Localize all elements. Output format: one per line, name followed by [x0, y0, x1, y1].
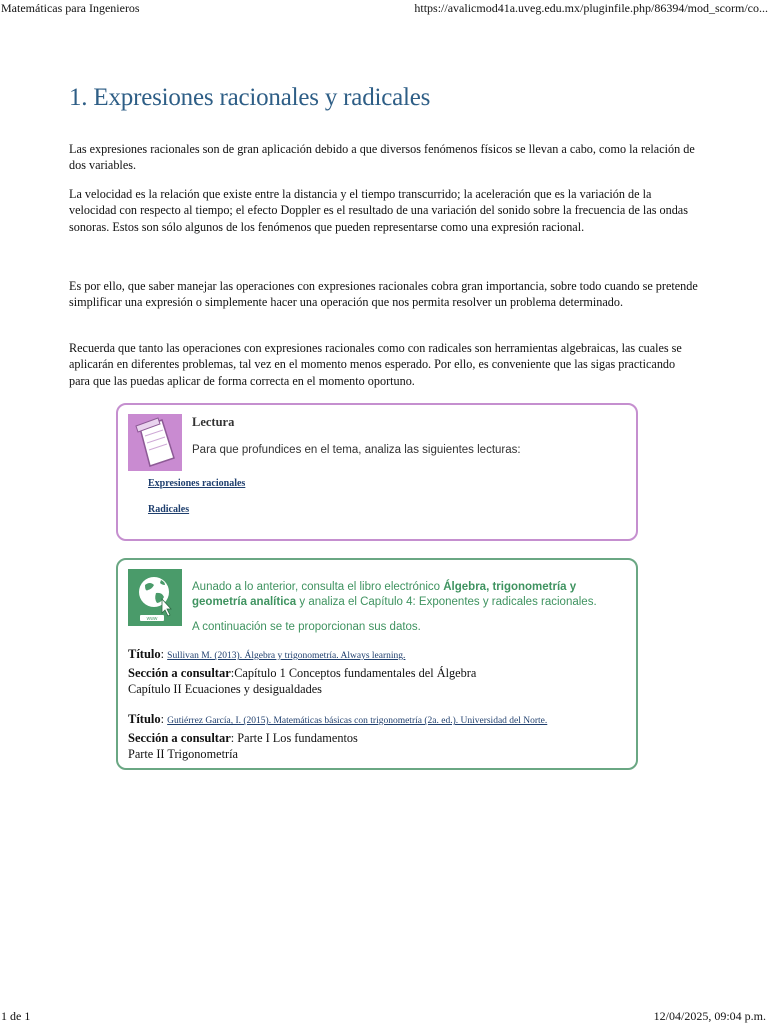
reference-section-line — [128, 730, 628, 747]
link-radicales[interactable]: Radicales — [148, 504, 190, 515]
titulo-label: Título — [128, 712, 161, 726]
paragraph-intro: Las expresiones racionales son de gran aplicación debido a que diversos fenómenos físicos se llevan a cabo, como la relación de dos variables. — [69, 142, 695, 173]
titulo-sep: : — [160, 712, 168, 726]
print-header-url: https://avalicmod41a.uveg.edu.mx/pluginfile.php/86394/mod_scorm/co... — [414, 1, 768, 15]
reference-1-link[interactable]: Sullivan M. (2013). Álgebra y trigonometría. Always learning. — [167, 651, 406, 661]
print-datetime: 12/04/2025, 09:04 p.m. — [653, 1009, 766, 1023]
seccion-label: Sección a consultar — [128, 730, 231, 745]
page-title: 1. Expresiones racionales y radicales — [69, 84, 431, 111]
libro-intro — [192, 580, 632, 610]
paper-note-icon — [128, 414, 182, 471]
lectura-intro: Para que profundices en el tema, analiza las siguientes lecturas: — [192, 444, 521, 456]
libro-title: Álgebra, trigonometría y geometría analítica — [192, 581, 577, 608]
paragraph-reminder: Recuerda que tanto las operaciones con expresiones racionales como con radicales son herramientas algebraicas, las cuales se aplicarán en diferentes problemas, tal vez en el momento menos esperado. Por ello, es conveniente que las sigas practicando para que las puedas aplicar de forma correcta en el momento oportuno. — [69, 341, 682, 388]
svg-text:www: www — [146, 616, 158, 622]
paragraph-examples: La velocidad es la relación que existe entre la distancia y el tiempo transcurrido; la aceleración que es la variación de la velocidad con respecto al tiempo; el efecto Doppler es el resultado de una variación del sonido sobre la frecuencia de las ondas sonoras. Estos son sólo algunos de los fenómenos que pueden representarse como una expresión racional. — [69, 187, 688, 234]
page-number: 1 de 1 — [1, 1009, 31, 1023]
print-header-title: Matemáticas para Ingenieros — [1, 1, 140, 15]
lectura-card — [116, 403, 638, 541]
seccion-text: :Capítulo 1 Conceptos fundamentales del Álgebra — [230, 665, 477, 680]
reference-1 — [128, 646, 628, 698]
paragraph-importance: Es por ello, que saber manejar las operaciones con expresiones racionales cobra gran importancia, sobre todo cuando se pretende simplificar una expresión o simplemente hacer una operación que nos permita resolver un problema determinado. — [69, 279, 698, 310]
titulo-sep: : — [160, 647, 168, 661]
seccion-label: Sección a consultar — [128, 665, 231, 680]
reference-extra-line: Parte II Trigonometría — [128, 747, 238, 761]
reference-title-line — [128, 646, 628, 665]
reference-2 — [128, 711, 628, 763]
seccion-text: : Parte I Los fundamentos — [230, 730, 358, 745]
lectura-title: Lectura — [192, 415, 235, 429]
reference-2-link[interactable]: Gutiérrez García, I. (2015). Matemáticas básicas con trigonometría (2a. ed.). Universidad del Norte. — [167, 716, 548, 726]
globe-www-icon — [128, 569, 182, 626]
link-expresiones-racionales[interactable]: Expresiones racionales — [148, 478, 246, 489]
libro-card — [116, 558, 638, 770]
reference-section-line — [128, 665, 628, 682]
print-header — [0, 0, 768, 16]
libro-intro-prefix: Aunado a lo anterior, consulta el libro electrónico — [192, 581, 444, 593]
reference-title-line — [128, 711, 628, 730]
reference-extra-line: Capítulo II Ecuaciones y desigualdades — [128, 682, 322, 696]
libro-intro-suffix: y analiza el Capítulo 4: Exponentes y radicales racionales. — [296, 596, 597, 608]
print-footer — [0, 1008, 768, 1024]
titulo-label: Título — [128, 647, 161, 661]
libro-continuation: A continuación se te proporcionan sus datos. — [192, 621, 421, 633]
